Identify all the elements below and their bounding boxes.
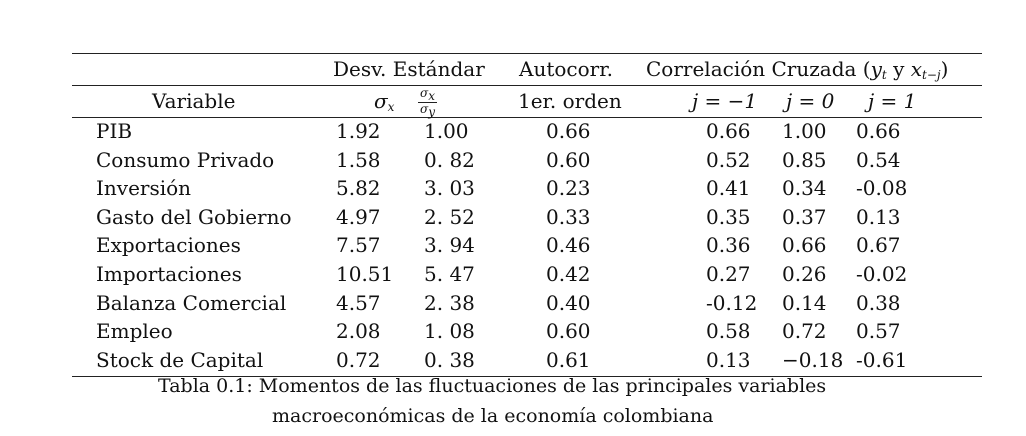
cell-variable: Exportaciones [96,233,241,258]
cell-variable: Gasto del Gobierno [96,204,292,229]
cell-corr-j-1: 0.38 [856,290,901,315]
cell-autocorr: 0.23 [546,176,591,201]
cell-corr-j-1: -0.02 [856,262,908,286]
cell-corr-j-minus-1: -0.12 [706,290,758,315]
cell-std-ratio: 3. 03 [424,176,475,201]
cell-corr-j-0: 0.72 [782,319,827,344]
cell-corr-j-1: 0.66 [856,119,901,143]
cell-std-ratio: 2. 38 [424,290,475,315]
cell-corr-j-0: 0.66 [782,233,827,258]
cell-variable: Inversión [96,176,192,201]
cell-corr-j-minus-1: 0.35 [706,204,751,229]
cell-variable: PIB [96,119,133,143]
cell-std-dev: 1.58 [336,147,381,172]
cell-std-dev: 4.97 [336,204,381,229]
cell-corr-j-minus-1: 0.41 [706,176,751,201]
cell-std-dev: 7.57 [336,233,381,258]
cell-corr-j-1: -0.61 [856,347,908,372]
cell-corr-j-minus-1: 0.66 [706,119,751,143]
cell-std-ratio: 1. 08 [424,319,475,344]
cell-std-ratio: 2. 52 [424,204,475,229]
header-cross-label: Correlación Cruzada [646,57,857,81]
cell-corr-j-0: 0.14 [782,290,827,315]
cell-std-dev: 5.82 [336,176,381,201]
cell-corr-j-minus-1: 0.36 [706,233,751,258]
caption-line-2: macroeconómicas de la economía colombiana [272,405,714,427]
cell-variable: Consumo Privado [96,147,275,172]
cell-corr-j-0: 1.00 [782,119,827,143]
cell-std-ratio: 3. 94 [424,233,475,258]
header-desv-estandar: Desv. Estándar [333,57,485,81]
cell-variable: Stock de Capital [96,347,264,372]
cell-autocorr: 0.40 [546,290,591,315]
top-rule [72,53,982,54]
cell-autocorr: 0.42 [546,262,591,286]
cell-std-dev: 2.08 [336,319,381,344]
header-primer-orden: 1er. orden [518,89,622,113]
cell-autocorr: 0.33 [546,204,591,229]
cell-std-ratio: 0. 82 [424,147,475,172]
header-autocorr: Autocorr. [519,57,613,81]
cell-corr-j-0: 0.85 [782,147,827,172]
cell-autocorr: 0.60 [546,147,591,172]
header-j-0: j = 0 [786,89,835,113]
cell-corr-j-0: 0.37 [782,204,827,229]
header-j-1: j = 1 [868,89,917,113]
cell-autocorr: 0.66 [546,119,591,143]
header-variable: Variable [152,89,236,113]
cell-corr-j-1: 0.57 [856,319,901,344]
cell-std-ratio: 0. 38 [424,347,475,372]
cell-corr-j-minus-1: 0.52 [706,147,751,172]
cell-std-dev: 10.51 [336,262,394,286]
ratio-numerator: $\sigma_x$ [420,86,435,103]
cell-corr-j-minus-1: 0.58 [706,319,751,344]
cell-autocorr: 0.61 [546,347,591,372]
cell-std-dev: 1.92 [336,119,381,143]
header-correlacion-cruzada [646,57,948,87]
cell-variable: Balanza Comercial [96,290,287,315]
cell-std-ratio: 5. 47 [424,262,475,286]
cell-std-dev: 0.72 [336,347,381,372]
cell-corr-j-minus-1: 0.13 [706,347,751,372]
cell-corr-j-minus-1: 0.27 [706,262,751,286]
cell-autocorr: 0.46 [546,233,591,258]
caption-line-1: Tabla 0.1: Momentos de las fluctuaciones de las principales variables [158,375,827,397]
cell-corr-j-1: 0.54 [856,147,901,172]
cell-corr-j-1: -0.08 [856,176,908,201]
subheader-rule [72,117,982,118]
cell-corr-j-0: 0.26 [782,262,827,286]
cell-autocorr: 0.60 [546,319,591,344]
cell-corr-j-0: 0.34 [782,176,827,201]
cell-corr-j-1: 0.67 [856,233,901,258]
header-j-minus-1: j = −1 [692,89,758,113]
header-cross-formula: ($y_t$ y $x_{t-j}$) [862,57,949,82]
cell-variable: Importaciones [96,262,242,286]
ratio-denominator: $\sigma_y$ [420,102,435,119]
header-sigma-x: $\sigma_x$ [374,89,395,114]
header-sigma-ratio [418,87,437,118]
cell-corr-j-0: −0.18 [782,347,844,372]
cell-variable: Empleo [96,319,173,344]
cell-std-dev: 4.57 [336,290,381,315]
cell-corr-j-1: 0.13 [856,204,901,229]
cell-std-ratio: 1.00 [424,119,469,143]
